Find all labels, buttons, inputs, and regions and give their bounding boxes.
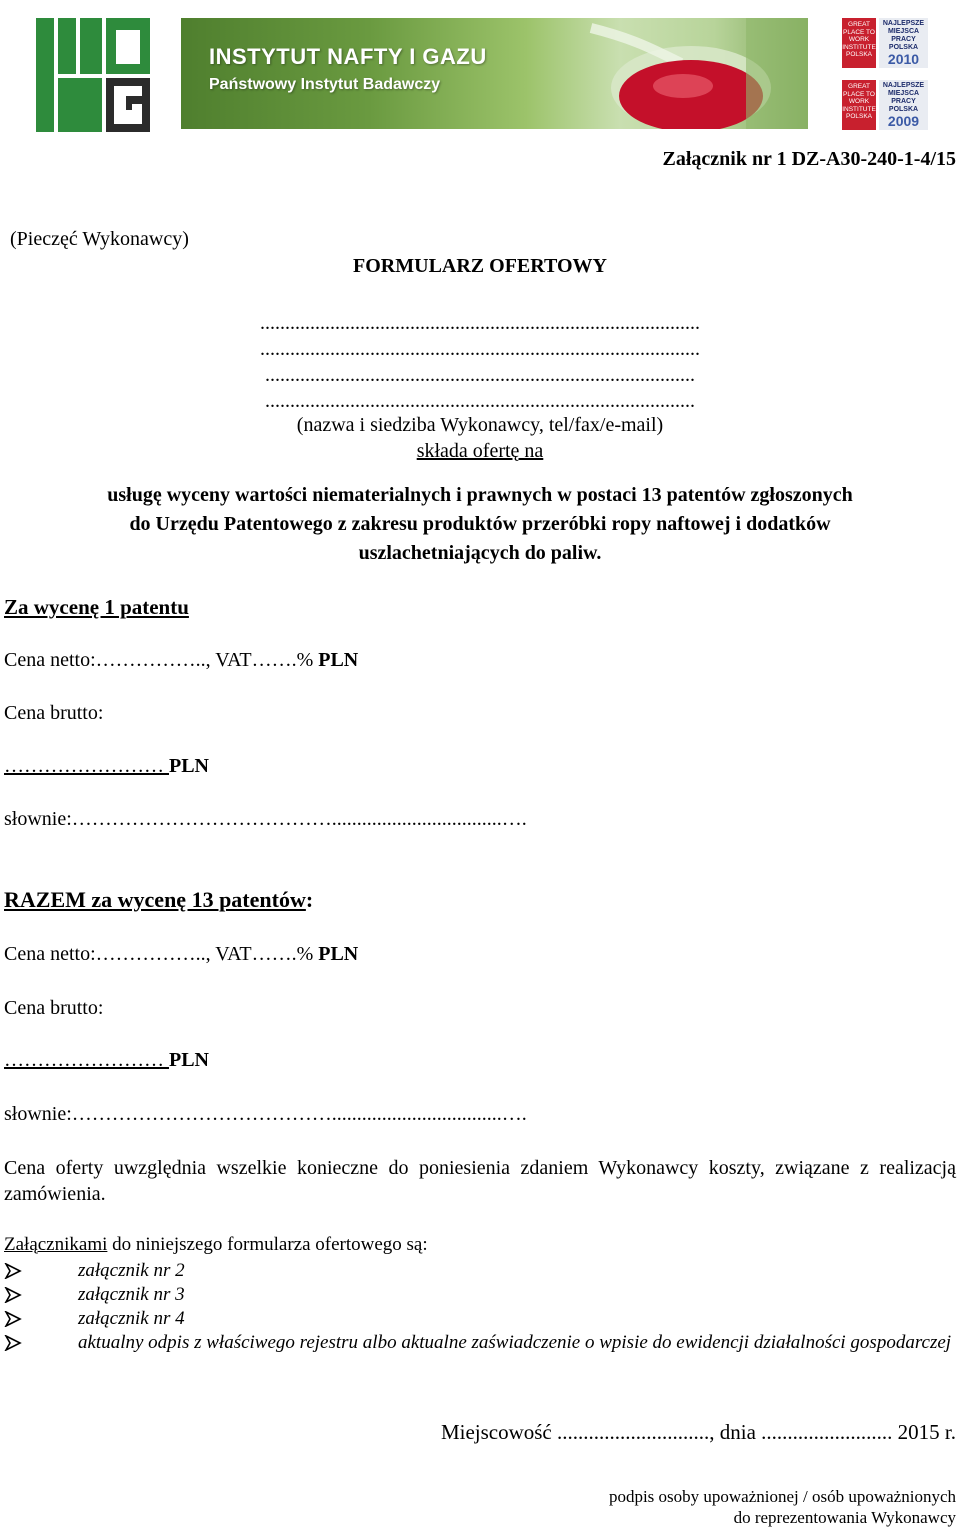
list-item xyxy=(4,1259,956,1283)
subject-line: do Urzędu Patentowego z zakresu produktów przeróbki ropy naftowej i dodatków xyxy=(129,513,831,535)
attachments-list xyxy=(4,1259,956,1381)
signature-line: podpis osoby upoważnionej / osób upoważnionych xyxy=(608,1487,956,1506)
attachment-label: załącznik nr 3 xyxy=(78,1284,185,1305)
gross-price-label: Cena brutto: xyxy=(4,997,104,1019)
attachment-label: załącznik nr 2 xyxy=(78,1260,185,1281)
list-item xyxy=(4,1331,956,1381)
institute-name: INSTYTUT NAFTY I GAZU xyxy=(209,44,487,69)
currency-label: PLN xyxy=(318,649,359,671)
currency-label: PLN xyxy=(169,755,209,777)
gross-price-dots: …………………… xyxy=(4,1049,164,1071)
currency-label: PLN xyxy=(169,1049,209,1071)
section-single-patent-heading: Za wycenę 1 patentu xyxy=(4,595,189,619)
gross-price-line xyxy=(4,754,209,778)
signature-line: do reprezentowania Wykonawcy xyxy=(733,1508,956,1527)
currency-label: PLN xyxy=(318,943,359,965)
award-np-label: NAJLEPSZE MIEJSCA PRACY POLSKA xyxy=(882,20,925,51)
contractor-dots-block xyxy=(0,310,960,414)
arrowhead-bullet-icon xyxy=(4,1335,22,1351)
place-and-date: Miejscowość ............................., dnia ......................... 2015 r. xyxy=(440,1420,956,1444)
arrowhead-bullet-icon xyxy=(4,1263,22,1279)
net-price-line xyxy=(4,942,358,966)
net-price-label: Cena netto:…………….., VAT…….% xyxy=(4,943,319,965)
award-np-label: NAJLEPSZE MIEJSCA PRACY POLSKA xyxy=(882,82,925,113)
inig-logo-icon xyxy=(36,18,150,132)
attachment-label: aktualny odpis z właściwego rejestru albo aktualne zaświadczenie o wpisie do ewidencji działalności gospodarczej xyxy=(78,1332,952,1353)
dots-line: ...................................................................................... xyxy=(265,364,695,386)
award-year: 2009 xyxy=(887,113,920,129)
arrowhead-bullet-icon xyxy=(4,1311,22,1327)
institute-banner xyxy=(181,18,808,129)
section-total-title: RAZEM za wycenę 13 patentów xyxy=(4,887,306,912)
award-np-block xyxy=(879,18,928,68)
contractor-stamp-label: (Pieczęć Wykonawcy) xyxy=(10,228,189,250)
net-price-label: Cena netto:…………….., VAT…….% xyxy=(4,649,319,671)
gross-price-label: Cena brutto: xyxy=(4,702,104,724)
attachment-label: załącznik nr 4 xyxy=(78,1308,185,1329)
amount-in-words: słownie:…………………………………..................................…. xyxy=(4,808,527,830)
price-note: Cena oferty uwzględnia wszelkie konieczne do poniesienia zdaniem Wykonawcy koszty, związane z realizacją zamówienia. xyxy=(4,1157,956,1205)
attachments-word: Załącznikami xyxy=(4,1234,108,1255)
flask-icon xyxy=(571,18,808,129)
offer-subject xyxy=(0,481,960,568)
subject-line: usługę wyceny wartości niematerialnych i prawnych w postaci 13 patentów zgłoszonych xyxy=(107,484,853,506)
amount-in-words: słownie:…………………………………..................................…. xyxy=(4,1103,527,1125)
award-year: 2010 xyxy=(887,51,920,67)
net-price-line xyxy=(4,648,358,672)
institute-subtitle: Państwowy Instytut Badawczy xyxy=(209,76,441,93)
award-gptw-label: GREAT PLACE TO WORK INSTITUTE POLSKA xyxy=(842,80,876,130)
list-item xyxy=(4,1307,956,1331)
dots-line: ........................................................................................ xyxy=(260,338,700,360)
attachment-reference: Załącznik nr 1 DZ-A30-240-1-4/15 xyxy=(662,148,956,170)
submits-offer-label: składa ofertę na xyxy=(416,440,544,462)
award-badge-2009 xyxy=(842,80,928,130)
dots-line: ........................................................................................ xyxy=(260,312,700,334)
arrowhead-bullet-icon xyxy=(4,1287,22,1303)
dots-line: ...................................................................................... xyxy=(265,390,695,412)
gross-price-dots: …………………… xyxy=(4,755,164,777)
form-title: FORMULARZ OFERTOWY xyxy=(353,255,607,277)
gross-price-line xyxy=(4,1048,209,1072)
award-badge-2010 xyxy=(842,18,928,68)
award-np-block xyxy=(879,80,928,130)
list-item xyxy=(4,1283,956,1307)
signature-caption xyxy=(609,1486,956,1528)
attachments-intro: Załącznikami do niniejszego formularza ofertowego są: xyxy=(4,1234,428,1255)
subject-line: uszlachetniających do paliw. xyxy=(358,542,602,564)
section-total-heading: RAZEM za wycenę 13 patentów: xyxy=(4,887,314,912)
contractor-caption: (nazwa i siedziba Wykonawcy, tel/fax/e-mail) xyxy=(296,414,664,436)
award-gptw-label: GREAT PLACE TO WORK INSTITUTE POLSKA xyxy=(842,18,876,68)
